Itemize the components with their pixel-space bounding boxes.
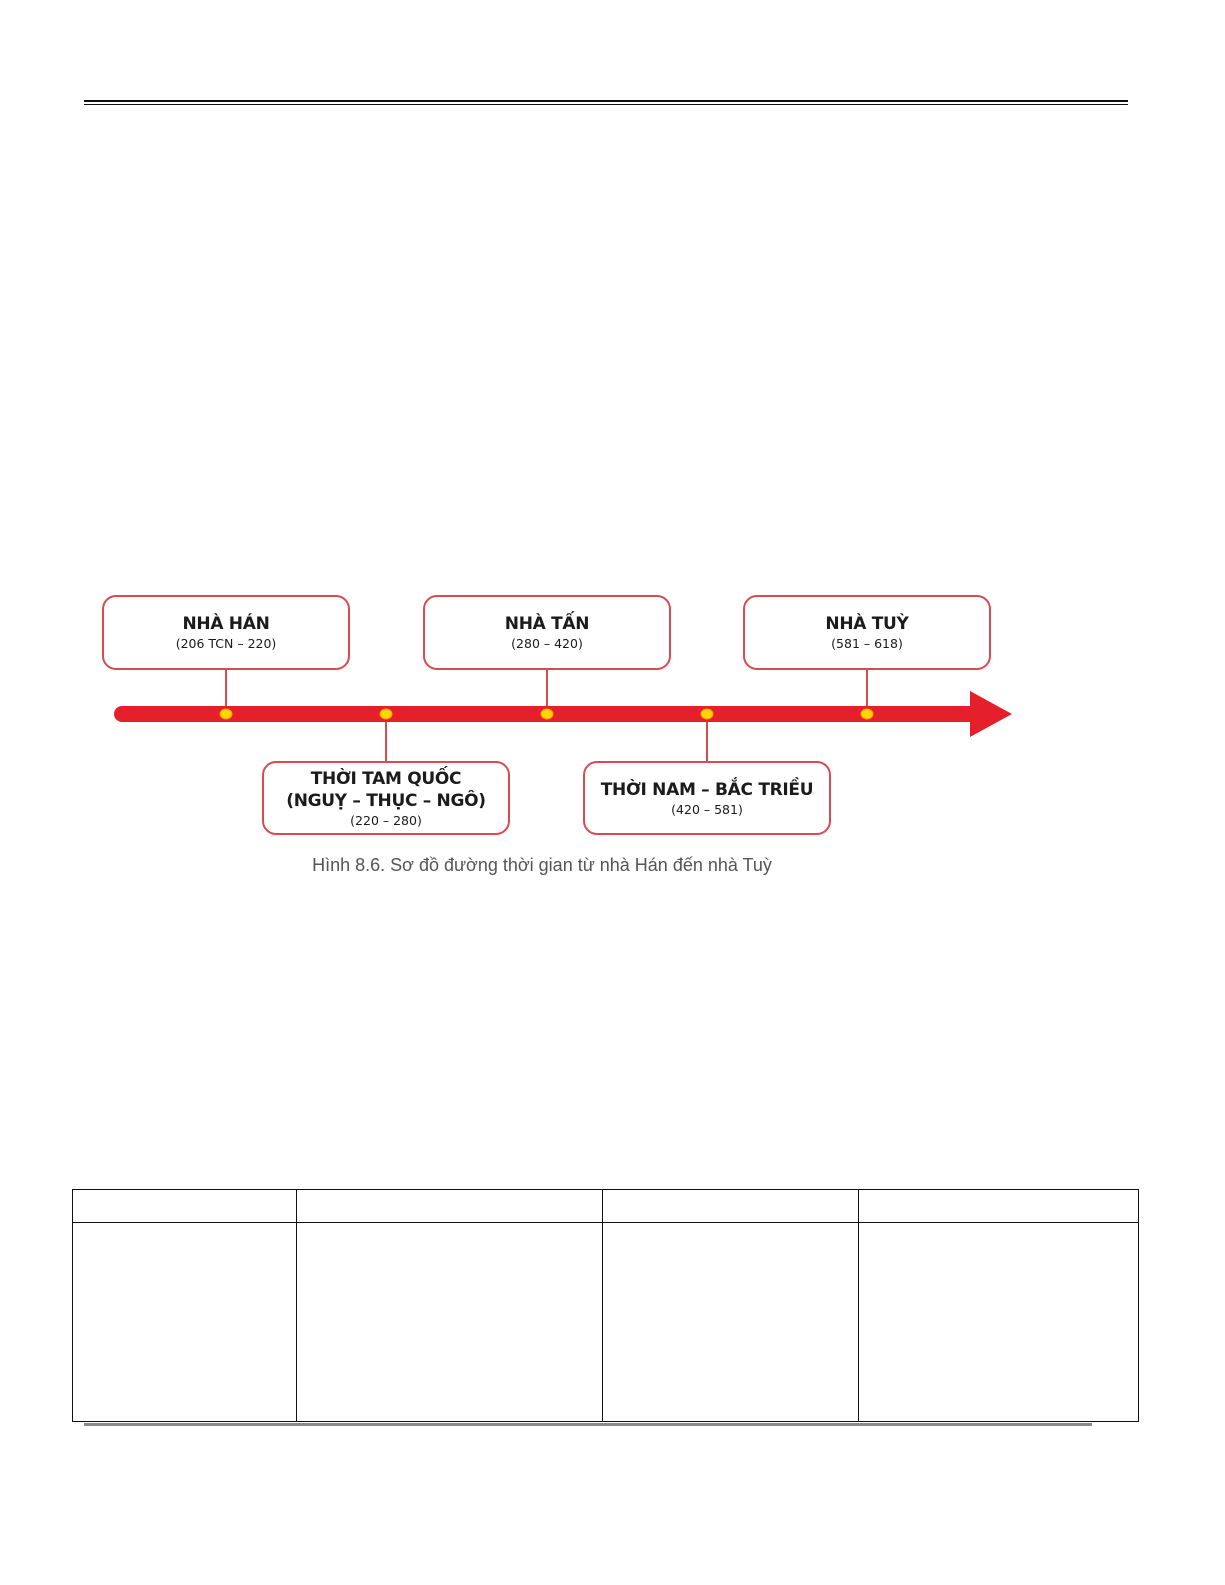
figure-caption: Hình 8.6. Sơ đồ đường thời gian từ nhà Hán đến nhà Tuỳ bbox=[312, 855, 772, 875]
table-header-cell bbox=[296, 1190, 603, 1223]
period-name: THỜI TAM QUỐC bbox=[310, 768, 462, 789]
period-years: (420 – 581) bbox=[671, 801, 743, 817]
table-header-row bbox=[73, 1190, 1139, 1223]
timeline-arrow-head bbox=[970, 691, 1012, 737]
table-cell[interactable] bbox=[296, 1223, 603, 1422]
timeline-marker bbox=[220, 709, 232, 719]
period-years: (220 – 280) bbox=[350, 812, 422, 828]
timeline-figure bbox=[96, 574, 1026, 884]
period-years: (581 – 618) bbox=[831, 636, 903, 651]
timeline-marker bbox=[541, 709, 553, 719]
period-box-nha-han bbox=[102, 595, 350, 670]
footer-rule bbox=[84, 1423, 1092, 1426]
period-name: NHÀ TẤN bbox=[504, 614, 590, 634]
header-rule bbox=[84, 100, 1128, 106]
period-name: NHÀ TUỲ bbox=[825, 614, 909, 634]
table-row bbox=[73, 1223, 1139, 1422]
table-header-cell bbox=[603, 1190, 859, 1223]
table-header-cell bbox=[73, 1190, 297, 1223]
period-name-subtitle: (NGUỴ – THỤC – NGÔ) bbox=[286, 790, 486, 811]
table-header-cell bbox=[859, 1190, 1139, 1223]
timeline-marker bbox=[380, 709, 392, 719]
table-cell[interactable] bbox=[603, 1223, 859, 1422]
period-name: THỜI NAM – BẮC TRIỀU bbox=[600, 779, 814, 800]
table-cell[interactable] bbox=[859, 1223, 1139, 1422]
period-name: NHÀ HÁN bbox=[182, 614, 270, 634]
period-box-nha-tan bbox=[423, 595, 671, 670]
timeline-marker bbox=[861, 709, 873, 719]
period-box-nha-tuy bbox=[743, 595, 991, 670]
table-cell[interactable] bbox=[73, 1223, 297, 1422]
period-box-tam-quoc bbox=[262, 761, 510, 835]
period-years: (206 TCN – 220) bbox=[175, 636, 277, 651]
answer-table bbox=[72, 1189, 1139, 1422]
timeline-marker bbox=[701, 709, 713, 719]
period-box-nam-bac-trieu bbox=[583, 761, 831, 835]
period-years: (280 – 420) bbox=[511, 636, 583, 651]
